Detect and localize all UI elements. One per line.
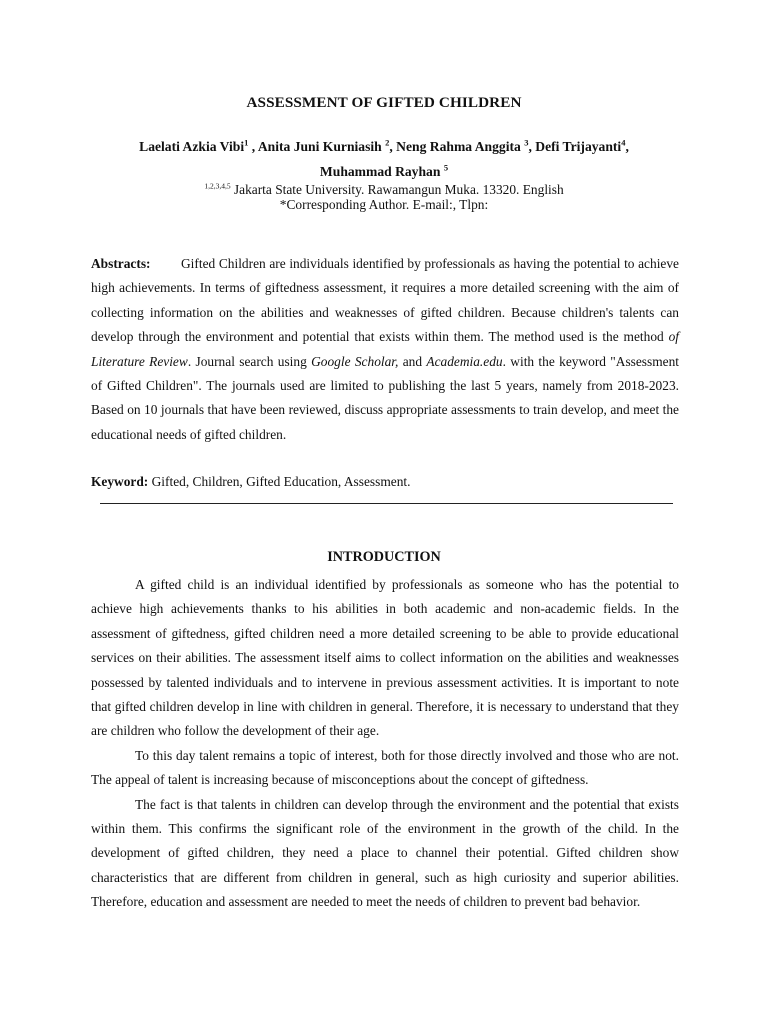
abstract-emphasis: of Literature Review — [91, 329, 679, 369]
keyword-label: Keyword: — [91, 474, 149, 489]
author-name: , Neng Rahma Anggita — [389, 139, 525, 154]
author-separator: , — [625, 139, 629, 154]
affiliation — [0, 182, 768, 212]
section-divider — [100, 503, 673, 504]
abstract-text: . with the keyword "Assessment of Gifted Children". The journals used are limited to publishing the last 5 years, namely from 2018-2023. Based on 10 journals that have been reviewed, discuss appropriate assessments to train develop, and meet the educational needs of gifted children. — [91, 353, 680, 442]
affiliation-text: Jakarta State University. Rawamangun Muka. 13320. English — [230, 182, 564, 197]
author-superscript: 3 — [524, 137, 529, 148]
affiliation-superscript: 1,2,3,4,5 — [204, 181, 231, 191]
body-paragraph: A gifted child is an individual identified by professionals as someone who has the potential to achieve high achievements thanks to his abilities in both academic and non-academic fields. In the assessment of giftedness, gifted children need a more detailed screening to be able to provide educational services on their abilities. The assessment itself aims to collect information on the abilities and weaknesses possessed by talented individuals and to intervene in previous assessment activities. It is important to note that gifted children develop in line with children in general. Therefore, it is necessary to understand that they are children who follow the development of their age. — [91, 577, 679, 739]
paper-title: ASSESSMENT OF GIFTED CHILDREN — [246, 94, 522, 111]
section-heading-introduction: INTRODUCTION — [327, 549, 441, 565]
author-list — [90, 134, 678, 184]
keyword-text: Gifted, Children, Gifted Education, Assessment. — [148, 474, 411, 489]
author-superscript: 1 — [244, 137, 249, 148]
author-superscript: 5 — [443, 162, 449, 173]
introduction-body — [91, 573, 679, 915]
body-paragraph: To this day talent remains a topic of interest, both for those directly involved and those who are not. The appeal of talent is increasing because of misconceptions about the concept of giftedness. — [91, 747, 679, 788]
abstract-emphasis: Academia.edu — [426, 353, 503, 369]
abstract — [91, 252, 679, 447]
abstract-emphasis: Google Scholar, — [311, 353, 399, 369]
abstract-text: Gifted Children are individuals identified by professionals as having the potential to achieve high achievements. In terms of giftedness assessment, it requires a more detailed screening with the aim of collecting information on the abilities and weaknesses of gifted children. Because children's talents can develop through the environment and potential that exists within them. The method used is the method — [91, 256, 679, 345]
author-superscript: 2 — [385, 137, 390, 148]
keywords — [91, 474, 679, 490]
abstract-label: Abstracts: — [91, 256, 151, 271]
corresponding-author: *Corresponding Author. E-mail:, Tlpn: — [279, 197, 489, 212]
author-superscript: 4 — [621, 137, 626, 148]
author-name: , Defi Trijayanti — [528, 139, 622, 154]
author-name: , Anita Juni Kurniasih — [248, 139, 386, 154]
author-name: Muhammad Rayhan — [319, 164, 444, 179]
body-paragraph: The fact is that talents in children can develop through the environment and the potential that exists within them. This confirms the significant role of the environment in the growth of the child. In the development of gifted children, they need a place to channel their potential. Gifted children show characteristics that are different from children in general, such as high curiosity and superior abilities. Therefore, education and assessment are needed to meet the needs of children to prevent bad behavior. — [91, 796, 679, 910]
abstract-text: . Journal search using — [187, 353, 312, 369]
author-name: Laelati Azkia Vibi — [139, 139, 245, 154]
abstract-text: and — [398, 353, 427, 369]
